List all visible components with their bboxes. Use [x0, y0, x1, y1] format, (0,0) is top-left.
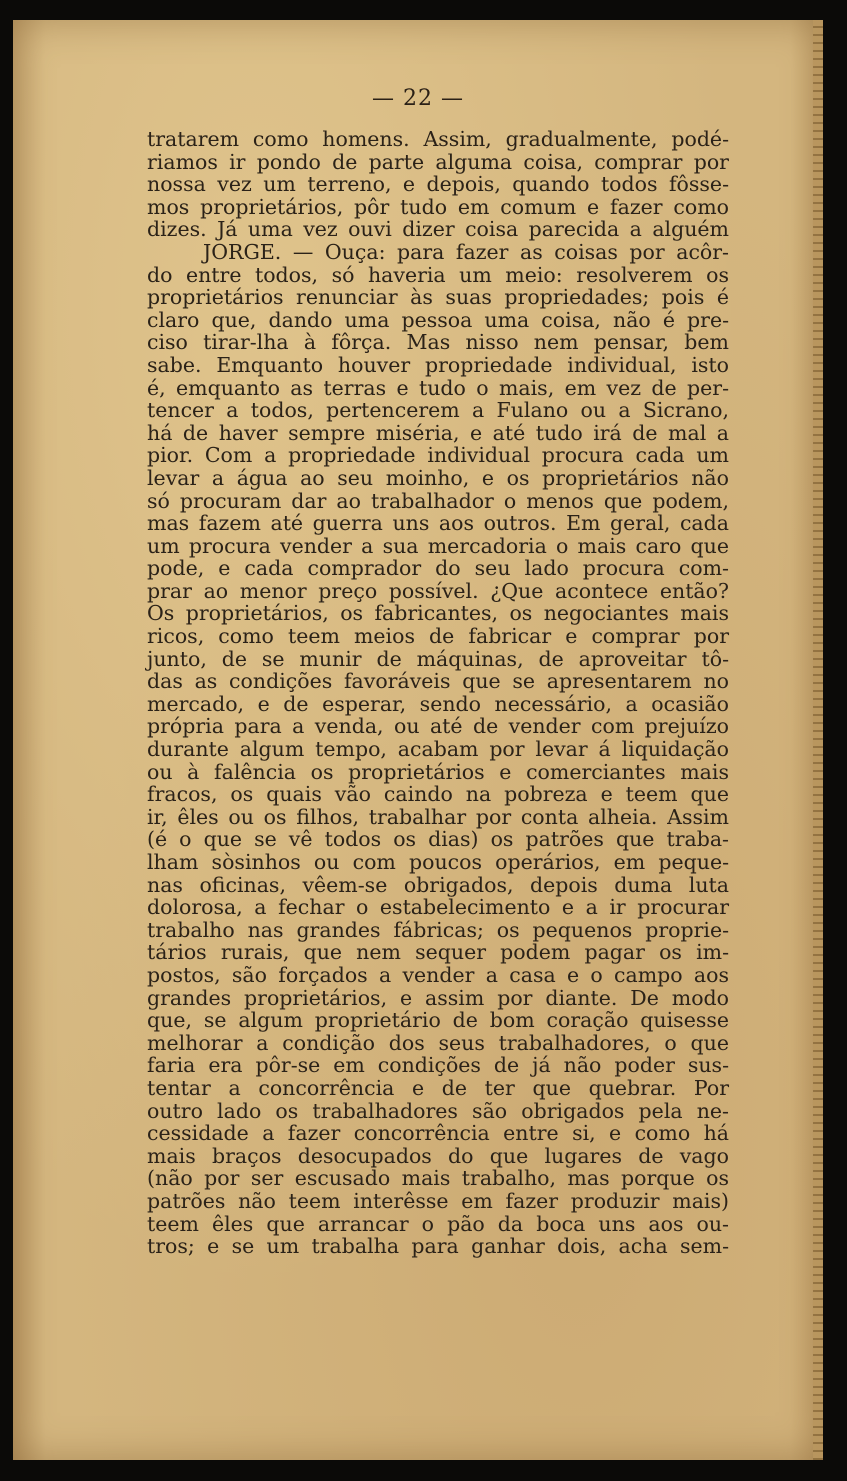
text-line: patrões não teem interêsse em fazer produzir mais) [147, 1188, 729, 1213]
text-line: pode, e cada comprador do seu lado procura com- [147, 556, 729, 581]
text-line: dizes. Já uma vez ouvi dizer coisa parecida a alguém [147, 217, 729, 242]
text-line: nossa vez um terreno, e depois, quando todos fôsse- [147, 172, 729, 197]
text-line: claro que, dando uma pessoa uma coisa, não é pre- [147, 307, 729, 332]
text-line: cessidade a fazer concorrência entre si, e como há [147, 1121, 729, 1146]
text-line: que, se algum proprietário de bom coração quisesse [147, 1008, 729, 1033]
text-line: só procuram dar ao trabalhador o menos que podem, [147, 488, 729, 513]
text-line-speaker-jorge: JORGE. — Ouça: para fazer as coisas por acôr- [203, 239, 729, 264]
text-line: mas fazem até guerra uns aos outros. Em geral, cada [147, 511, 729, 536]
text-line: riamos ir pondo de parte alguma coisa, comprar por [147, 149, 729, 174]
text-line: durante algum tempo, acabam por levar á liquidação [147, 737, 729, 762]
text-line: mercado, e de esperar, sendo necessário, a ocasião [147, 691, 729, 716]
text-line: teem êles que arrancar o pão da boca uns aos ou- [147, 1211, 729, 1236]
paper-page [13, 20, 823, 1460]
text-line: do entre todos, só haveria um meio: resolverem os [147, 262, 729, 287]
text-line: é, emquanto as terras e tudo o mais, em vez de per- [147, 375, 729, 400]
text-line: (não por ser escusado mais trabalho, mas porque os [147, 1166, 729, 1191]
text-line: mais braços desocupados do que lugares de vago [147, 1143, 729, 1168]
text-line: tratarem como homens. Assim, gradualmente, podé- [147, 127, 729, 151]
text-line: das as condições favoráveis que se apresentarem no [147, 669, 729, 694]
text-line: postos, são forçados a vender a casa e o campo aos [147, 962, 729, 987]
text-line: Os proprietários, os fabricantes, os negociantes mais [147, 601, 729, 626]
text-line: própria para a venda, ou até de vender com prejuízo [147, 714, 729, 739]
text-line: um procura vender a sua mercadoria o mais caro que [147, 533, 729, 558]
text-line: junto, de se munir de máquinas, de aproveitar tô- [147, 646, 729, 671]
binding-stitch-edge [813, 20, 823, 1460]
text-line: tros; e se um trabalha para ganhar dois, acha sem- [147, 1234, 729, 1259]
text-line: levar a água ao seu moinho, e os proprietários não [147, 465, 729, 490]
page-number: — 22 — [372, 86, 464, 111]
text-line: lham sòsinhos ou com poucos operários, em peque- [147, 850, 729, 874]
text-line: ir, êles ou os filhos, trabalhar por conta alheia. Assim [147, 804, 729, 829]
text-line: sabe. Emquanto houver propriedade individual, isto [147, 352, 729, 377]
text-line: nas oficinas, vêem-se obrigados, depois duma luta [147, 872, 729, 897]
text-line: prar ao menor preço possível. ¿Que acontece então? [147, 578, 729, 603]
text-line: ou à falência os proprietários e comerciantes mais [147, 759, 729, 784]
text-line: grandes proprietários, e assim por diante. De modo [147, 985, 729, 1010]
text-line: melhorar a condição dos seus trabalhadores, o que [147, 1030, 729, 1055]
text-line: tentar a concorrência e de ter que quebrar. Por [147, 1075, 729, 1100]
text-line: outro lado os trabalhadores são obrigados pela ne- [147, 1098, 729, 1123]
text-line: (é o que se vê todos os dias) os patrões que traba- [147, 827, 729, 852]
text-line: pior. Com a propriedade individual procura cada um [147, 443, 729, 468]
body-text [147, 128, 729, 1258]
text-line: tários rurais, que nem sequer podem pagar os im- [147, 940, 729, 965]
text-line: ciso tirar-lha à fôrça. Mas nisso nem pensar, bem [147, 330, 729, 355]
text-line: ricos, como teem meios de fabricar e comprar por [147, 624, 729, 649]
text-line: tencer a todos, pertencerem a Fulano ou a Sicrano, [147, 398, 729, 423]
text-line: fracos, os quais vão caindo na pobreza e teem que [147, 782, 729, 807]
text-line: trabalho nas grandes fábricas; os pequenos proprie- [147, 917, 729, 942]
text-line: mos proprietários, pôr tudo em comum e fazer como [147, 194, 729, 219]
text-line: faria era pôr-se em condições de já não poder sus- [147, 1053, 729, 1078]
text-line: há de haver sempre miséria, e até tudo irá de mal a [147, 420, 729, 445]
text-line: proprietários renunciar às suas propriedades; pois é [147, 285, 729, 310]
text-line: dolorosa, a fechar o estabelecimento e a ir procurar [147, 895, 729, 920]
